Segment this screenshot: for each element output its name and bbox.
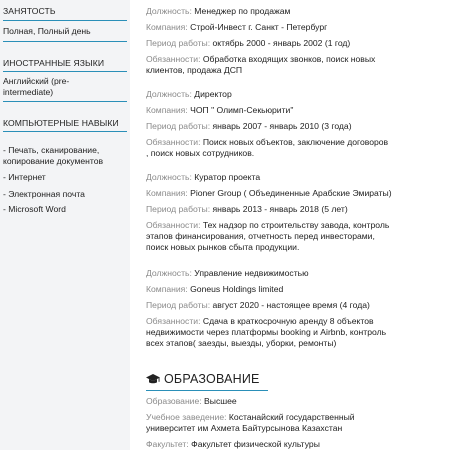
position-value: Менеджер по продажам xyxy=(194,6,291,16)
position-value: Управление недвижимостью xyxy=(194,268,309,278)
company-label: Компания: xyxy=(146,188,188,198)
institution-label: Учебное заведение: xyxy=(146,412,227,422)
position-label: Должность: xyxy=(146,172,192,182)
duties-line-1: Обработка входящих звонков, поиск новых xyxy=(202,54,376,64)
faculty-value: Факультет физической культуры xyxy=(191,439,320,449)
languages-value-line-2: intermediate) xyxy=(3,87,54,97)
experience-entry xyxy=(146,172,392,253)
faculty-label: Факультет: xyxy=(146,439,189,449)
duties-line-1: Сдача в краткосрочную аренду 8 объектов xyxy=(202,316,374,326)
languages-heading: ИНОСТРАННЫЕ ЯЗЫКИ xyxy=(3,58,105,68)
duties-row xyxy=(146,54,375,65)
position-label: Должность: xyxy=(146,89,192,99)
duties-label: Обязанности: xyxy=(146,54,201,64)
period-row xyxy=(146,121,388,132)
period-value: октябрь 2000 - январь 2002 (1 год) xyxy=(212,38,351,48)
company-value: Goneus Holdings limited xyxy=(190,284,284,294)
education-level-label: Образование: xyxy=(146,396,202,406)
company-label: Компания: xyxy=(146,105,188,115)
education-details xyxy=(146,396,355,450)
duties-line-3: поиск новых рынков сбыта продукции. xyxy=(146,242,300,252)
employment-divider xyxy=(3,20,127,21)
faculty-row xyxy=(146,439,355,450)
position-row xyxy=(146,268,386,279)
computer-skill-item: - Интернет xyxy=(3,172,46,182)
duties-line-2: недвижимости через платформы booking и Airbnb, контроль xyxy=(146,327,387,337)
institution-value-line-2: университет им Ахмета Байтурсынова Казахстан xyxy=(146,423,343,433)
position-row xyxy=(146,89,388,100)
computer-skills-divider xyxy=(3,131,127,132)
computer-skill-item: копирование документов xyxy=(3,156,104,166)
duties-line-3: всех этапов( заезды, выезды, уборки, ремонты) xyxy=(146,338,337,348)
education-divider xyxy=(146,390,268,391)
computer-skill-item: - Microsoft Word xyxy=(3,204,66,214)
duties-row xyxy=(146,137,388,148)
position-value: Директор xyxy=(194,89,232,99)
duties-line-1: Тех надзор по строительству завода, контроль xyxy=(202,220,390,230)
education-heading xyxy=(146,372,260,386)
company-label: Компания: xyxy=(146,22,188,32)
company-label: Компания: xyxy=(146,284,188,294)
company-row xyxy=(146,188,392,199)
languages-divider xyxy=(3,71,127,72)
institution-row xyxy=(146,412,355,423)
education-level-row xyxy=(146,396,355,407)
position-label: Должность: xyxy=(146,6,192,16)
company-row xyxy=(146,284,386,295)
period-label: Период работы: xyxy=(146,300,211,310)
position-row xyxy=(146,172,392,183)
computer-skill-item: - Печать, сканирование, xyxy=(3,145,100,155)
duties-line-2: этапов финансирования, отчетность перед инвесторами, xyxy=(146,231,375,241)
main-content xyxy=(146,0,450,450)
duties-label: Обязанности: xyxy=(146,137,201,147)
duties-line-1: Поиск новых объектов, заключение договоров xyxy=(202,137,389,147)
duties-row xyxy=(146,316,386,327)
company-value: Строй-Инвест г. Санкт - Петербург xyxy=(190,22,328,32)
experience-entry xyxy=(146,268,386,349)
sidebar xyxy=(0,0,130,450)
duties-label: Обязанности: xyxy=(146,316,201,326)
employment-value-divider xyxy=(3,41,127,42)
period-label: Период работы: xyxy=(146,38,211,48)
period-row xyxy=(146,204,392,215)
period-row xyxy=(146,38,375,49)
computer-skill-item: - Электронная почта xyxy=(3,189,85,199)
duties-row xyxy=(146,220,392,231)
experience-entry xyxy=(146,89,388,159)
position-value: Куратор проекта xyxy=(194,172,261,182)
period-value: январь 2013 - январь 2018 (5 лет) xyxy=(212,204,348,214)
company-value: ЧОП " Олимп-Секьюрити" xyxy=(190,105,294,115)
period-label: Период работы: xyxy=(146,204,211,214)
education-level-value: Высшее xyxy=(204,396,237,406)
company-row xyxy=(146,105,388,116)
period-label: Период работы: xyxy=(146,121,211,131)
period-value: январь 2007 - январь 2010 (3 года) xyxy=(212,121,352,131)
employment-heading: ЗАНЯТОСТЬ xyxy=(3,6,56,16)
company-value: Pioner Group ( Объединенные Арабские Эмираты) xyxy=(190,188,392,198)
duties-line-2: клиентов, продажа ДСП xyxy=(146,65,243,75)
period-value: август 2020 - настоящее время (4 года) xyxy=(212,300,370,310)
languages-value-line-1: Английский (pre- xyxy=(3,76,70,86)
duties-line-2: , поиск новых сотрудников. xyxy=(146,148,255,158)
graduation-cap-icon xyxy=(146,374,160,385)
languages-value-divider xyxy=(3,101,127,102)
company-row xyxy=(146,22,375,33)
position-label: Должность: xyxy=(146,268,192,278)
institution-value-line-1: Костанайский государственный xyxy=(228,412,355,422)
employment-section xyxy=(3,6,56,17)
experience-entry xyxy=(146,6,375,76)
position-row xyxy=(146,6,375,17)
duties-label: Обязанности: xyxy=(146,220,201,230)
computer-skills-heading: КОМПЬЮТЕРНЫЕ НАВЫКИ xyxy=(3,118,119,128)
employment-value: Полная, Полный день xyxy=(3,26,91,36)
period-row xyxy=(146,300,386,311)
education-heading-label: ОБРАЗОВАНИЕ xyxy=(164,372,260,386)
